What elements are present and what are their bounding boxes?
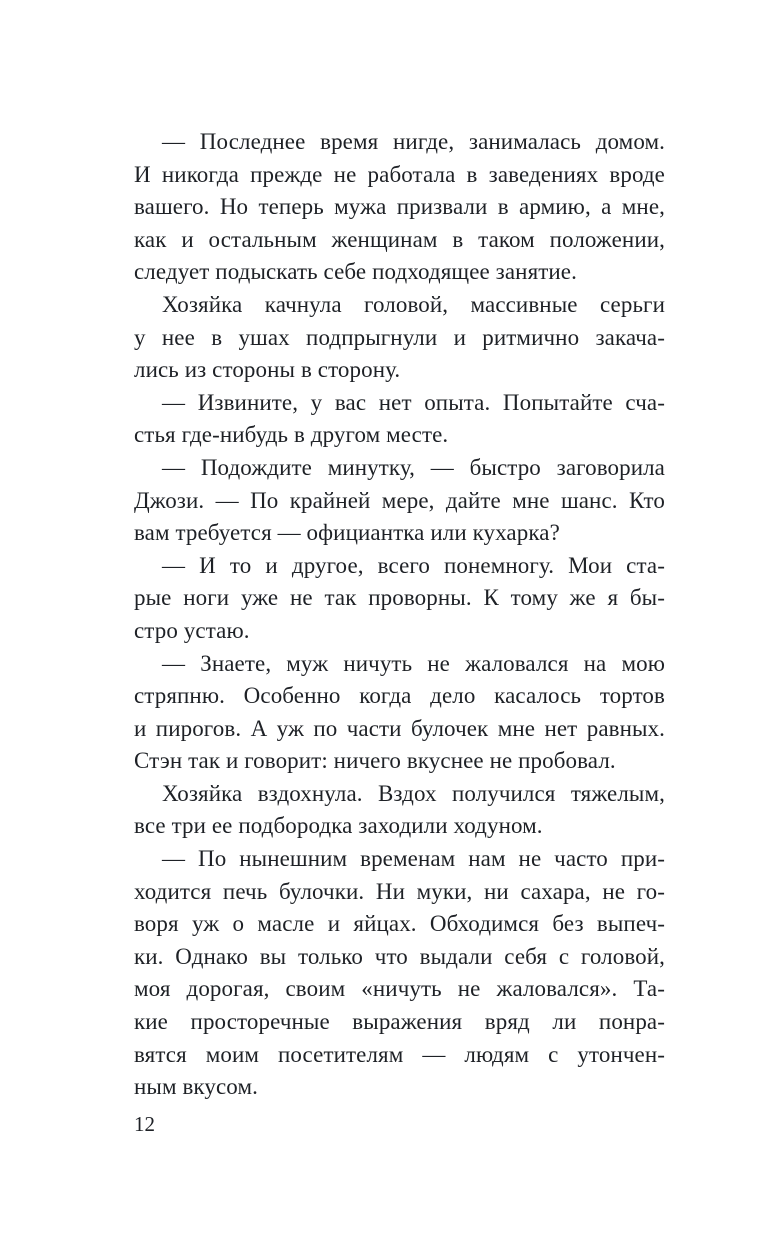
text-line: — Извините, у вас нет опыта. Попытайте сча- bbox=[162, 389, 665, 415]
text-line: Хозяйка вздохнула. Вздох получился тяжелым, bbox=[162, 780, 665, 806]
text-line: Стэн так и говорит: ничего вкуснее не пробовал. bbox=[134, 748, 616, 774]
text-line: — И то и другое, всего понемногу. Мои ста- bbox=[162, 552, 665, 578]
text-line: следует подыскать себе подходящее занятие. bbox=[134, 259, 577, 285]
paragraph-dialogue bbox=[134, 648, 665, 778]
text-line: кие просторечные выражения вряд ли понра- bbox=[134, 1009, 665, 1035]
text-line: вам требуется — официантка или кухарка? bbox=[134, 520, 560, 546]
paragraph-dialogue bbox=[134, 126, 665, 289]
text-line: все три ее подбородка заходили ходуном. bbox=[134, 813, 543, 839]
text-line: рые ноги уже не так проворны. К тому же я бы- bbox=[134, 585, 665, 611]
paragraph-dialogue bbox=[134, 387, 665, 452]
text-line: Джози. — По крайней мере, дайте мне шанс. Кто bbox=[134, 487, 665, 513]
page-text bbox=[134, 126, 665, 1104]
text-line: вятся моим посетителям — людям с утончен- bbox=[134, 1041, 665, 1067]
text-line: стряпню. Особенно когда дело касалось тортов bbox=[134, 683, 665, 709]
text-line: Хозяйка качнула головой, массивные серьги bbox=[162, 291, 665, 317]
page-number: 12 bbox=[134, 1112, 155, 1136]
paragraph-dialogue bbox=[134, 550, 665, 648]
text-line: как и остальным женщинам в таком положении, bbox=[134, 226, 665, 252]
text-line: ки. Однако вы только что выдали себя с головой, bbox=[134, 943, 665, 969]
text-line: — Подождите минутку, — быстро заговорила bbox=[162, 454, 665, 480]
text-line: — Знаете, муж ничуть не жаловался на мою bbox=[162, 650, 665, 676]
text-line: — По нынешним временам нам не часто при- bbox=[162, 846, 665, 872]
text-line: моя дорогая, своим «ничуть не жаловался». Та- bbox=[134, 976, 665, 1002]
paragraph-dialogue bbox=[134, 843, 665, 1104]
text-line: и пирогов. А уж по части булочек мне нет равных. bbox=[134, 715, 665, 741]
text-line: — Последнее время нигде, занималась домом. bbox=[162, 129, 665, 154]
paragraph-dialogue bbox=[134, 452, 665, 550]
text-line: вашего. Но теперь мужа призвали в армию, а мне, bbox=[134, 194, 665, 220]
text-line: ным вкусом. bbox=[134, 1074, 258, 1100]
text-line: ходится печь булочки. Ни муки, ни сахара, не го- bbox=[134, 878, 665, 904]
text-line: лись из стороны в сторону. bbox=[134, 357, 401, 383]
text-line: стро устаю. bbox=[134, 617, 250, 643]
text-line: стья где-нибудь в другом месте. bbox=[134, 422, 449, 448]
paragraph-narrative bbox=[134, 289, 665, 387]
text-line: воря уж о масле и яйцах. Обходимся без выпеч- bbox=[134, 911, 665, 937]
paragraph-narrative bbox=[134, 778, 665, 843]
text-line: И никогда прежде не работала в заведениях вроде bbox=[134, 161, 665, 187]
text-line: у нее в ушах подпрыгнули и ритмично закача- bbox=[134, 324, 665, 350]
